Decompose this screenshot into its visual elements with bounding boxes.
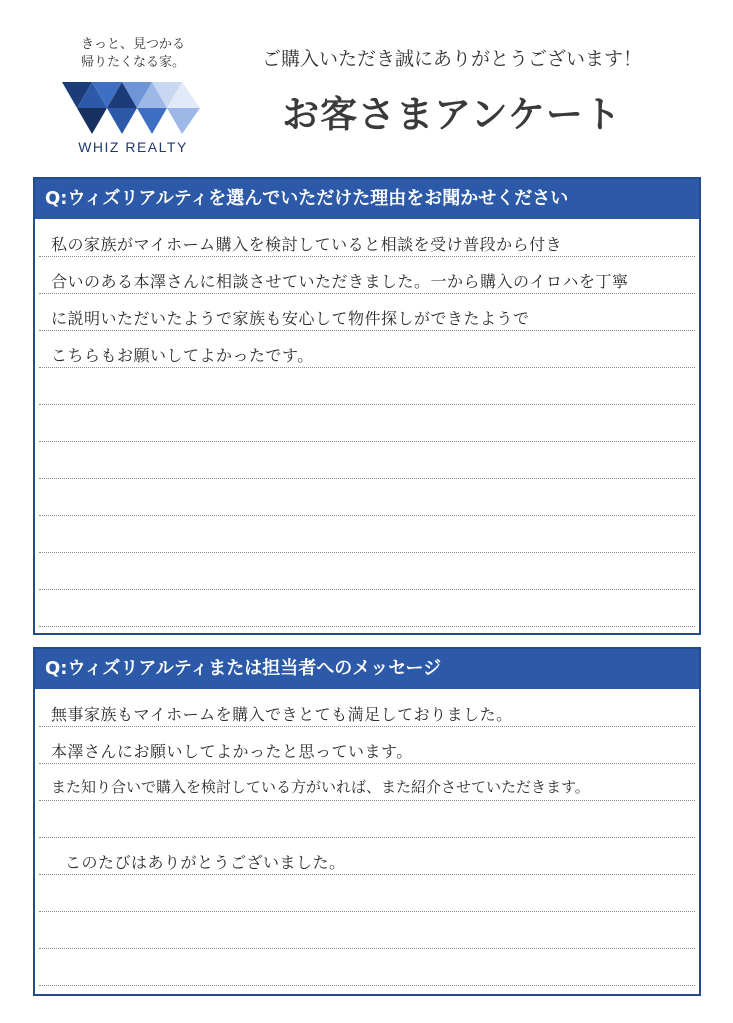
answer-1-line-1: 私の家族がマイホーム購入を検討していると相談を受け普段から付き bbox=[51, 235, 563, 254]
answer-1-line-4: こちらもお願いしてよかったです。 bbox=[51, 346, 314, 365]
whiz-realty-logo-mark bbox=[62, 82, 200, 134]
answer-2-line-2: 本澤さんにお願いしてよかったと思っています。 bbox=[51, 742, 413, 761]
answer-1-line-2: 合いのある本澤さんに相談させていただきました。一から購入のイロハを丁寧 bbox=[51, 272, 629, 291]
tagline-line-1: きっと、見つかる bbox=[80, 37, 185, 52]
question-1-heading: Q:ウィズリアルティを選んでいただけた理由をお聞かせください bbox=[35, 179, 699, 219]
logo-wordmark: WHIZ REALTY bbox=[78, 139, 188, 155]
thank-you-message: ご購入いただき誠にありがとうございます！ bbox=[261, 48, 642, 70]
ruled-line bbox=[39, 689, 695, 986]
answer-1-line-3: に説明いただいたようで家族も安心して物件探しができたようで bbox=[51, 309, 530, 328]
answer-2-line-1: 無事家族もマイホームを購入できとても満足しておりました。 bbox=[51, 705, 513, 724]
answer-2-line-5: このたびはありがとうございました。 bbox=[65, 853, 346, 872]
question-2-heading: Q:ウィズリアルティまたは担当者へのメッセージ bbox=[35, 649, 699, 689]
page-title: お客さまアンケート bbox=[282, 93, 622, 136]
brand-tagline bbox=[58, 36, 208, 72]
question-2-section bbox=[33, 647, 701, 996]
question-1-section bbox=[33, 177, 701, 635]
tagline-line-2: 帰りたくなる家。 bbox=[80, 55, 185, 70]
answer-2-line-3: また知り合いで購入を検討している方がいれば、また紹介させていただきます。 bbox=[51, 778, 590, 796]
survey-header bbox=[0, 0, 733, 170]
